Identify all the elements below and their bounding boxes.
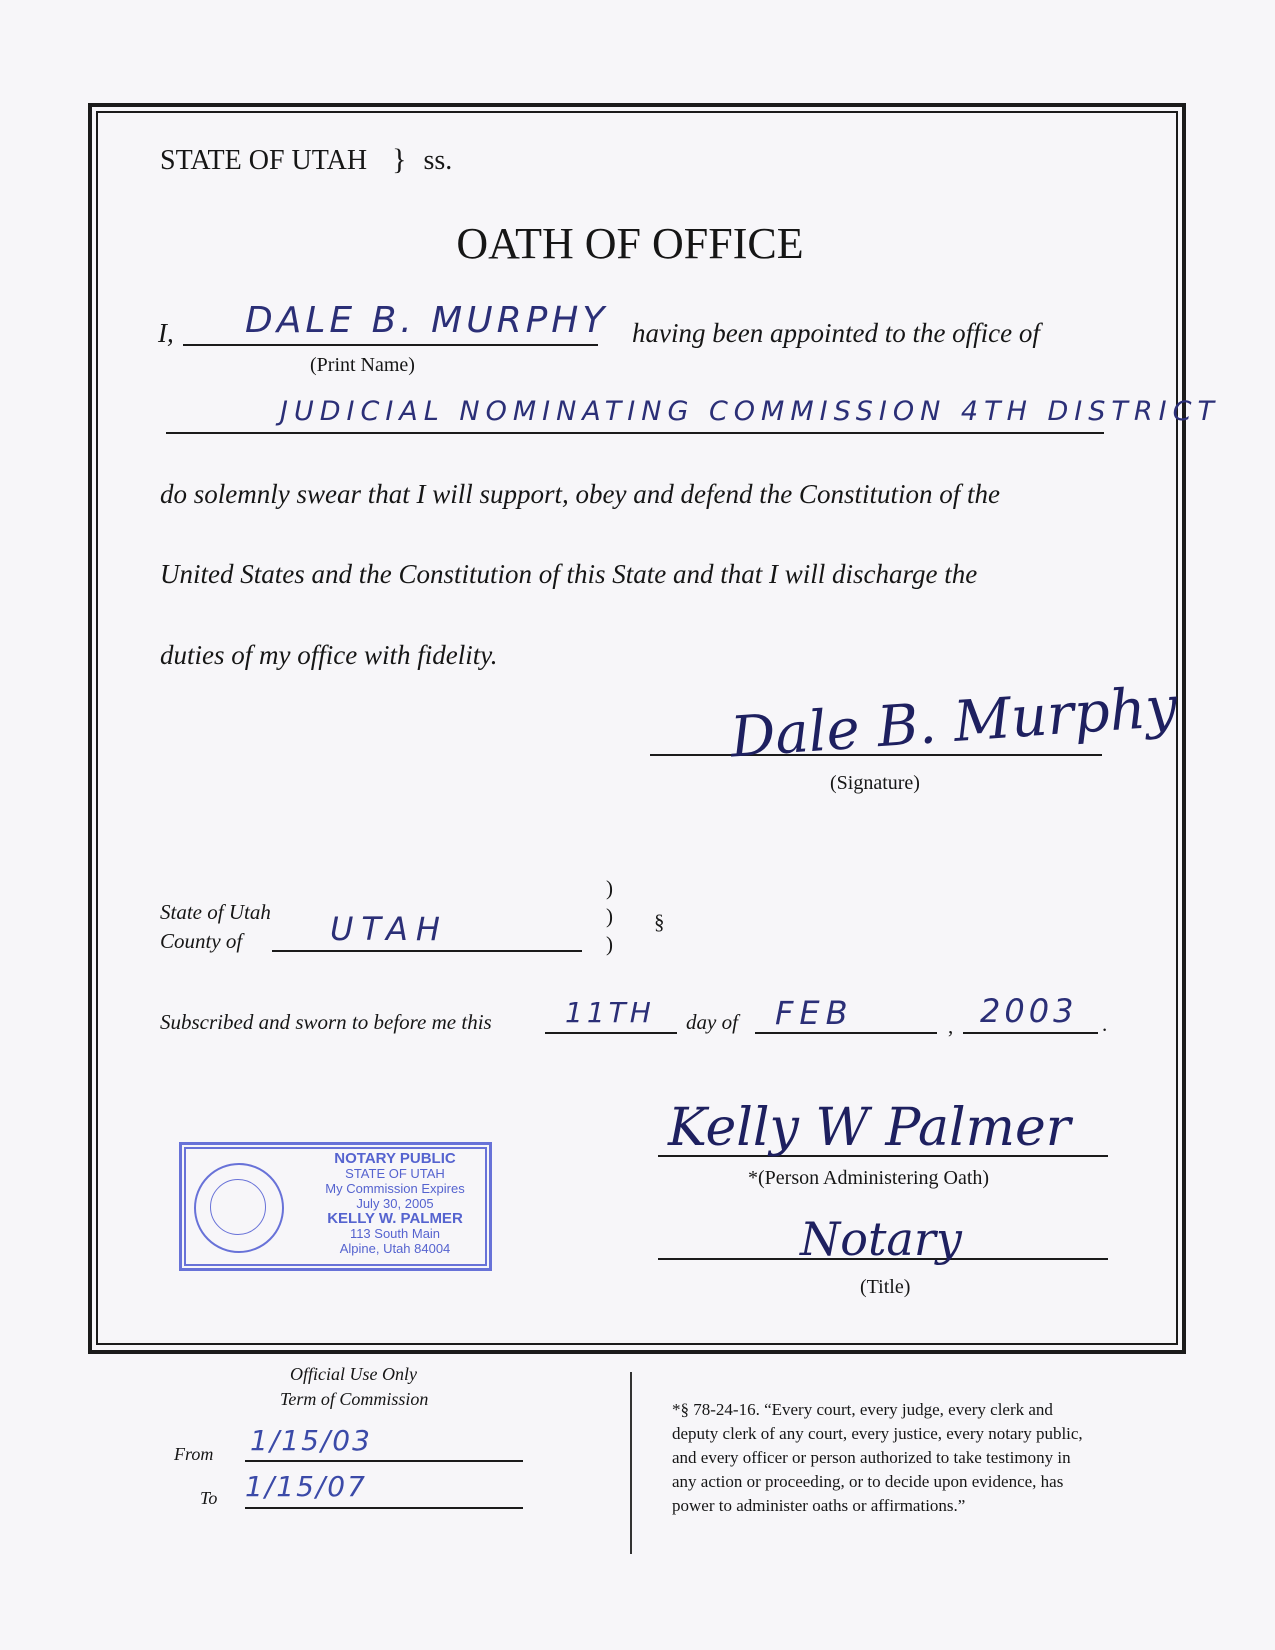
from-label: From [174,1444,214,1464]
statute-footnote [672,1398,1083,1518]
day-underline [545,1032,677,1034]
state-seal-center [210,1179,266,1235]
stamp-line: July 30, 2005 [356,1196,434,1211]
office-underline [166,432,1104,434]
footer-divider [630,1372,632,1554]
footnote-line: and every officer or person authorized to take testimony in [672,1448,1071,1467]
year-underline [963,1032,1098,1034]
from-handwritten: 1/15/03 [250,1424,372,1457]
page-title: OATH OF OFFICE [456,219,804,268]
administrator-signature: Kelly W Palmer [668,1098,1071,1158]
lead-i: I, [158,318,174,348]
appointed-text: having been appointed to the office of [632,318,1040,348]
oath-line-2: United States and the Constitution of this State and that I will discharge the [160,559,978,589]
county-handwritten: UTAH [330,910,448,948]
oath-line-3: duties of my office with fidelity. [160,640,498,670]
month-underline [755,1032,937,1034]
month-handwritten: FEB [775,994,854,1032]
state-heading [160,143,452,177]
name-handwritten: DALE B. MURPHY [245,300,609,341]
to-underline [245,1507,523,1509]
signature-handwritten: Dale B. Murphy [728,674,1180,771]
to-label: To [200,1488,218,1508]
day-of-label: day of [686,1010,738,1034]
notary-stamp [179,1142,492,1271]
state-seal-icon [194,1163,284,1253]
administrator-label: *(Person Administering Oath) [748,1167,990,1189]
venue-paren-3: ) [606,932,613,956]
footnote-line: power to administer oaths or affirmations.” [672,1496,966,1515]
jurat-lead: Subscribed and sworn to before me this [160,1010,492,1034]
term-heading: Term of Commission [280,1389,429,1409]
stamp-line: My Commission Expires [325,1181,465,1196]
to-handwritten: 1/15/07 [245,1470,367,1503]
signature-label: (Signature) [830,772,920,794]
office-handwritten: JUDICIAL NOMINATING COMMISSION 4TH DISTRICT [280,396,1220,427]
stamp-line: STATE OF UTAH [345,1166,445,1181]
official-use-heading: Official Use Only [290,1364,417,1384]
section-sign: § [654,910,665,934]
jurat-comma: , [948,1014,954,1038]
print-name-label: (Print Name) [310,354,415,376]
footnote-line: deputy clerk of any court, every justice, every notary public, [672,1424,1083,1443]
venue-state-label: State of Utah [160,900,271,924]
state-name: STATE OF UTAH [160,145,368,176]
year-handwritten: 2003 [980,992,1078,1030]
title-label: (Title) [860,1276,911,1298]
footnote-line: *§ 78-24-16. “Every court, every judge, every clerk and [672,1400,1053,1419]
day-handwritten: 11TH [565,996,655,1029]
ss-label: ss. [423,145,453,176]
stamp-line: KELLY W. PALMER [327,1210,463,1227]
county-underline [272,950,582,952]
stamp-line: NOTARY PUBLIC [334,1150,456,1167]
stamp-text [310,1151,480,1256]
name-underline [183,344,598,346]
stamp-line: 113 South Main [349,1226,441,1241]
from-underline [245,1460,523,1462]
stamp-line: Alpine, Utah 84004 [339,1241,451,1256]
state-brace: } [392,143,407,176]
footnote-line: any action or proceeding, or to decide upon evidence, has [672,1472,1064,1491]
venue-paren-1: ) [606,876,613,900]
venue-county-label: County of [160,929,243,953]
oath-line-1: do solemnly swear that I will support, obey and defend the Constitution of the [160,479,1000,509]
title-handwritten: Notary [800,1212,962,1266]
venue-paren-2: ) [606,904,613,928]
jurat-period: . [1102,1012,1108,1036]
